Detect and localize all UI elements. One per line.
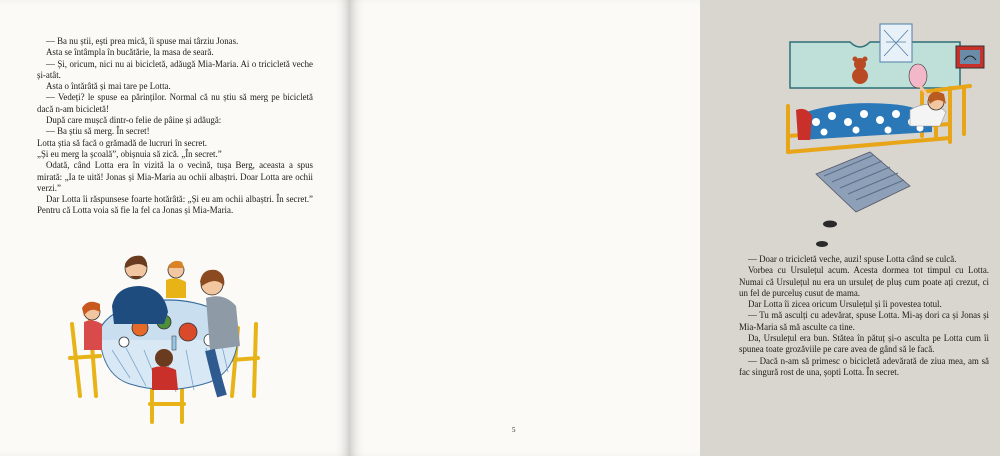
family-dinner-illustration [60, 246, 270, 422]
right-page [350, 0, 989, 456]
paragraph: — Ba știu să merg. În secret! [46, 126, 150, 137]
paragraph: — Dacă n-am să primesc o bicicletă adevărată de ziua mea, am să fac singură rost de una, șopti Lotta. În secret. [739, 355, 989, 377]
paragraph: Dar Lotta îi răspunsese foarte hotărâtă: „Și eu am ochii albaștri. În secret.” Pentru că Lotta voia să fie la fel ca Jonas și Mia-Maria. [37, 194, 313, 216]
paragraph: După care mușcă dintr-o felie de pâine și adăugă: [46, 115, 222, 126]
paragraph: Vorbea cu Ursulețul acum. Acesta dormea tot timpul cu Lotta. Numai că Ursulețul nu era un ursuleț de pluș cum poate ați crezut, ci un fel de purceluș cusut de mama. [739, 265, 989, 298]
right-page-text [739, 254, 989, 378]
paragraph: „Și eu merg la școală”, obișnuia să zică. „În secret.” [37, 148, 222, 159]
paragraph: Dar Lotta îi zicea oricum Ursulețul și îi povestea totul. [748, 299, 942, 310]
paragraph: — Tu mă asculți cu adevărat, spuse Lotta. Mi-aș dori ca și Jonas și Mia-Maria să mă asculte ca tine. [739, 310, 989, 332]
left-page-text [37, 36, 313, 217]
paragraph: — Doar o tricicletă veche, auzi! spuse Lotta când se culcă. [748, 254, 957, 264]
paragraph: Odată, când Lotta era în vizită la o vecină, tușa Berg, aceasta a spus mirată: „Ia te uită! Jonas și Mia-Maria au ochii albaștri. Doar Lotta are ochii verzi.” [37, 160, 313, 193]
page-number: 5 [512, 426, 516, 434]
paragraph: Lotta știa să facă o grămadă de lucruri în secret. [37, 137, 208, 148]
lotta-in-bed-illustration [760, 18, 1000, 254]
paragraph: Asta o întărâtă și mai tare pe Lotta. [46, 81, 171, 92]
paragraph: — Ba nu știi, ești prea mică, îi spuse mai târziu Jonas. [46, 36, 239, 46]
paragraph: — Vedeți? le spuse ea părinților. Normal că nu știu să merg pe bicicletă dacă n-am bicicletă! [37, 92, 313, 114]
left-page [0, 0, 350, 456]
paragraph: Da, Ursulețul era bun. Stătea în pătuț și-o asculta pe Lotta cum îi spunea toate grozăviile pe care avea de gând să le facă. [739, 333, 989, 355]
paragraph: — Și, oricum, nici nu ai bicicletă, adăugă Mia-Maria. Ai o tricicletă veche și-atât. [37, 58, 313, 80]
paragraph: Asta se întâmpla în bucătărie, la masa de seară. [46, 47, 214, 58]
